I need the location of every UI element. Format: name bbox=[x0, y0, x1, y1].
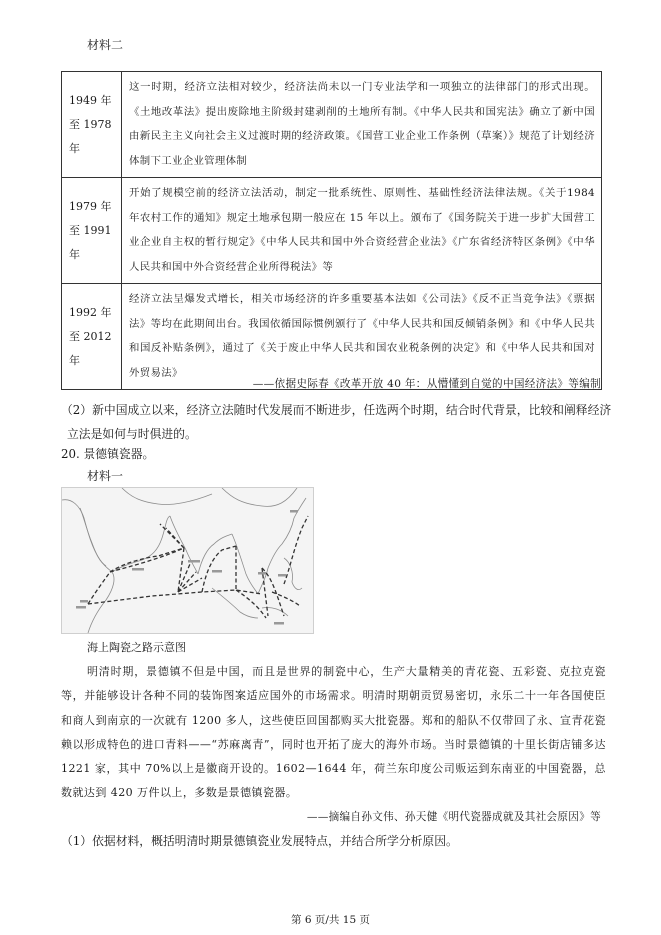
period-cell bbox=[62, 72, 122, 178]
period-line: 1979 年 bbox=[69, 199, 112, 213]
route-map-graphic bbox=[62, 488, 313, 633]
question-20-title: 20. 景德镇瓷器。 bbox=[61, 447, 155, 461]
material-one-source: ——摘编自孙文伟、孙天健《明代瓷器成就及其社会原因》等 bbox=[306, 811, 601, 823]
period-cell bbox=[62, 284, 122, 390]
material-two-label: 材料二 bbox=[87, 38, 124, 52]
description-cell: 经济立法呈爆发式增长，相关市场经济的许多重要基本法如《公司法》《反不正当竞争法》《票据法》等均在此期间出台。我国依循国际惯例颁行了《中华人民共和国反倾销条例》和《中华人民共和国反补贴条例》，通过了《关于废止中华人民共和国农业税条例的决定》和《中华人民共和国对外贸易法》 bbox=[122, 284, 602, 390]
question-2: （2）新中国成立以来，经济立法随时代发展而不断进步，任选两个时期，结合时代背景，比较和阐释经济立法是如何与时俱进的。 bbox=[61, 403, 612, 441]
period-line: 1992 年 bbox=[69, 305, 112, 319]
legislation-table bbox=[61, 71, 602, 390]
period-line: 至 1991 bbox=[69, 223, 112, 237]
table-row bbox=[62, 178, 602, 284]
material-one-label: 材料一 bbox=[87, 469, 124, 483]
material-two-source: ——依据史际春《改革开放 40 年：从懵懂到自觉的中国经济法》等编制 bbox=[252, 378, 601, 390]
map-caption: 海上陶瓷之路示意图 bbox=[87, 641, 186, 654]
maritime-porcelain-route-map bbox=[61, 487, 314, 634]
description-cell: 这一时期，经济立法相对较少，经济法尚未以一门专业法学和一项独立的法律部门的形式出现。《土地改革法》提出废除地主阶级封建剥削的土地所有制。《中华人民共和国宪法》确立了新中国由新民主主义向社会主义过渡时期的经济政策。《国营工业企业工作条例（草案）》规范了计划经济体制下工业企业管理体制 bbox=[122, 72, 602, 178]
table-row bbox=[62, 72, 602, 178]
period-line: 至 2012 bbox=[69, 329, 112, 343]
period-line: 年 bbox=[69, 141, 80, 155]
question-20-1: （1）依据材料，概括明清时期景德镇瓷业发展特点，并结合所学分析原因。 bbox=[61, 834, 458, 848]
material-one-paragraph: 明清时期，景德镇不但是中国，而且是世界的制瓷中心，生产大量精美的青花瓷、五彩瓷、克拉克瓷等，并能够设计各种不同的装饰图案适应国外的市场需求。明清时期朝贡贸易密切，永乐二十一年各国使臣和商人到南京的一次就有 1200 多人，这些使臣回国都购买大批瓷器。郑和的船队不仅带回了永、宣青花瓷赖以形成特色的进口青料——“苏麻离青”，同时也开拓了庞大的海外市场。当时景德镇的十里长街店铺多达 1221 家，其中 70%以上是徽商开设的。1602—1644 年，荷兰东印度公司贩运到东南亚的中国瓷器，总数就达到 420 万件以上，多数是景德镇瓷器。 bbox=[61, 665, 606, 800]
period-line: 至 1978 bbox=[69, 117, 112, 131]
description-cell: 开始了规模空前的经济立法活动，制定一批系统性、原则性、基础性经济法律法规。《关于1984 年农村工作的通知》规定土地承包期一般应在 15 年以上。颁布了《国务院关于进一步扩大国营工业企业自主权的暂行规定》《中华人民共和国中外合资经营企业法》《广东省经济特区条例》《中华人民共和国中外合资经营企业所得税法》等 bbox=[122, 178, 602, 284]
page-footer: 第 6 页/共 15 页 bbox=[291, 914, 370, 926]
period-line: 年 bbox=[69, 353, 80, 367]
period-cell bbox=[62, 178, 122, 284]
table-row bbox=[62, 284, 602, 390]
period-line: 1949 年 bbox=[69, 93, 112, 107]
period-line: 年 bbox=[69, 247, 80, 261]
